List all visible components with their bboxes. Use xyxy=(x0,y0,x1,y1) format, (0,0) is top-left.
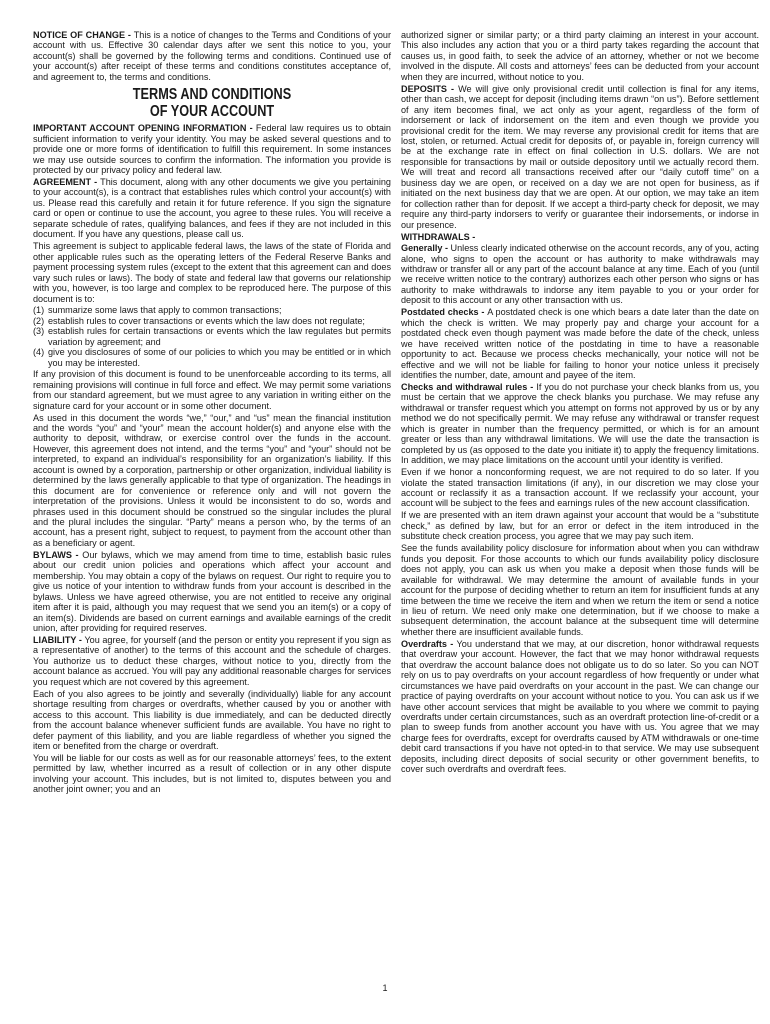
checks-paragraph xyxy=(401,382,759,466)
list-item-number: (1) xyxy=(33,305,45,316)
deposits-paragraph xyxy=(401,84,759,230)
notice-heading: NOTICE OF CHANGE - xyxy=(33,30,134,40)
right-column xyxy=(401,30,759,776)
important-heading: IMPORTANT ACCOUNT OPENING INFORMATION - xyxy=(33,123,256,134)
list-item xyxy=(33,305,391,315)
checks-text: If you do not purchase your check blanks from us, you must be certain that we approve the check blanks you purchase. We may refuse any withdrawal or transfer request which you attempt on forms not approved by us or by any method we do not specifically permit. We may refuse any withdrawal or transfer request which is greater in number than the frequency permitted, or which is for an amount greater or less than any withdrawal limitations. We will use the date the transaction is completed by us (as opposed to the date you initiate it) to apply the frequency limitations. In addition, we may place limitations on the account until your identity is verified. xyxy=(401,381,759,466)
title-line-1: TERMS AND CONDITIONS xyxy=(132,86,292,104)
nonconforming-paragraph: Even if we honor a nonconforming request, we are not required to do so later. If you violate the stated transaction limitations (if any), in our discretion we may close your account or reclassify it as a transaction account. If we reclassify your account, your account will be subject to the fees and earnings rules of the new account classification. xyxy=(401,467,759,509)
list-item-number: (3) xyxy=(33,326,45,337)
generally-heading: Generally - xyxy=(401,243,451,254)
deposits-heading: DEPOSITS - xyxy=(401,83,459,94)
liability-heading: LIABILITY - xyxy=(33,635,85,646)
liability-text: You agree, for yourself (and the person or entity you represent if you sign as a representative of another) to the terms of this account and the schedule of charges. You authorize us to deduct these charges, without notice to you, directly from the account balance as accrued. You will pay any additional reasonable charges for services you request which are not covered by this agreement. xyxy=(33,635,391,687)
availability-paragraph: See the funds availability policy disclosure for information about when you can withdraw funds you deposit. For those accounts to which our funds availability policy disclosure does not apply, you can ask us when you make a deposit when those funds will be available for withdrawal. We may determine the amount of available funds in your account for the purpose of deciding whether to return an item for insufficient funds at any time between the time we receive the item and when we return the item or send a notice in lieu of return. We need only make one determination, but if we choose to make a subsequent determination, the account balance at the subsequent time will determine whether there are insufficient available funds. xyxy=(401,543,759,637)
notice-paragraph xyxy=(33,30,391,82)
list-item xyxy=(33,316,391,326)
important-paragraph xyxy=(33,123,391,175)
usage-paragraph: As used in this document the words “we,” “our,” and “us” mean the financial institution and the words “you” and “your” mean the account holder(s) and anyone else with the authority to deposit, withdraw, or exercise control over the funds in the account. However, this agreement does not intend, and the terms “you” and “your” should not be interpreted, to expand an individual’s responsibility for an organization’s liability. If this account is owned by a corporation, partnership or other organization, individual liability is determined by the laws generally applicable to that type of organization. The headings in this document are for convenience or reference only and will not govern the interpretation of the provisions. Unless it would be inconsistent to do so, words and phrases used in this document should be construed so the singular includes the plural and the plural includes the singular. “Party” means a person who, by the terms of an account, has a present right, subject to request, to payment from the account other than as a beneficiary or agent. xyxy=(33,412,391,548)
liability-paragraph-2: Each of you also agrees to be jointly and severally (individually) liable for any account shortage resulting from charges or overdrafts, whether caused by you or another with access to this account. This liability is due immediately, and can be deducted directly from the account balance whenever sufficient funds are available. You have no right to defer payment of this liability, and you are liable regardless of whether you signed the item or benefited from the charge or overdraft. xyxy=(33,688,391,752)
generally-paragraph xyxy=(401,243,759,306)
list-item-text: establish rules to cover transactions or events which the law does not regulate; xyxy=(48,315,365,326)
checks-heading: Checks and withdrawal rules - xyxy=(401,381,537,392)
bylaws-heading: BYLAWS - xyxy=(33,549,83,560)
continuation-paragraph: authorized signer or similar party; or a third party claiming an interest in your account. This also includes any action that you or a third party takes regarding the account that causes us, in good faith, to seek the advice of an attorney, whether or not we become involved in the dispute. All costs and attorneys’ fees can be deducted from your account when they are incurred, without notice to you. xyxy=(401,30,759,82)
bylaws-text: Our bylaws, which we may amend from time to time, establish basic rules about our credit union policies and operations which affect your account and membership. You may obtain a copy of the bylaws on request. Our right to require you to give us notice of your intention to withdraw funds from your account is described in the bylaws. Unless we have agreed otherwise, you are not entitled to receive any original item after it is paid, although you may request that we send you an item(s) or a copy of an item(s). Dividends are based on current earnings and available earnings of the credit union, after providing for required reserves. xyxy=(33,549,391,634)
notice-text: This is a notice of changes to the Terms and Conditions of your account with us. Effective 30 calendar days after we sent this notice to you, your account(s) shall be governed by the following terms and conditions. Continued use of your account(s) after receipt of these terms and conditions constitutes acceptance of, and agreement to, the terms and conditions. xyxy=(33,30,391,82)
overdrafts-text: You understand that we may, at our discretion, honor withdrawal requests that overdraw your account. However, the fact that we may honor withdrawal requests that overdraw the account balance does not obligate us to do so later. So you can NOT rely on us to pay overdrafts on your account regardless of how frequently or under what circumstances we have paid overdrafts on your account in the past. We can change our practice of paying overdrafts on your account without notice to you. You can ask us if we have other account services that might be available to you where we commit to paying overdrafts under certain circumstances, such as an overdraft protection line-of-credit or a plan to sweep funds from another account you have with us. You agree that we may charge fees for overdrafts, except for overdrafts caused by ATM withdrawals or one-time debit card transactions if you have not opted-in to that service. We may use subsequent deposits, including direct deposits of social security or other government benefits, to cover such overdrafts and overdraft fees. xyxy=(401,638,759,775)
generally-text: Unless clearly indicated otherwise on the account records, any of you, acting alone, who signs to open the account or has authority to make withdrawals may withdraw or transfer all or any part of the account balance at any time. Each of you (until we receive written notice to the contrary) authorizes each other person who signs or has authority to make withdrawals to indorse any item payable to you or your order for deposit to this account or any other transaction with us. xyxy=(401,243,759,306)
document-title xyxy=(65,86,359,120)
list-item-text: establish rules for certain transactions or events which the law regulates but permits variation by agreement; and xyxy=(48,326,391,347)
title-line-2: OF YOUR ACCOUNT xyxy=(149,103,275,121)
list-item xyxy=(33,326,391,347)
list-item-number: (2) xyxy=(33,315,45,326)
liability-paragraph-3: You will be liable for our costs as well as for our reasonable attorneys’ fees, to the extent permitted by law, whether incurred as a result of collection or in any other dispute involving your account. This includes, but is not limited to, disputes between you and another joint owner; you and an xyxy=(33,753,391,795)
substitute-check-paragraph: If we are presented with an item drawn against your account that would be a “substitute check,” as defined by law, but for an error or defect in the item introduced in the substitute check creation process, you agree that we may pay such item. xyxy=(401,510,759,542)
important-text: Federal law requires us to obtain sufficient information to verify your identity. You may be asked several questions and to provide one or more forms of identification to fulfill this requirement. In some instances we may use outside sources to confirm the information. The information you provide is protected by our privacy policy and federal law. xyxy=(33,123,391,176)
agreement-text: This document, along with any other documents we give you pertaining to your account(s), is a contract that establishes rules which control your account(s) with us. Please read this carefully and retain it for future reference. If you sign the signature card or open or continue to use the account, you agree to these rules. You will receive a separate schedule of rates, qualifying balances, and fees if they are not included in this document. If you have any questions, please call us. xyxy=(33,177,391,240)
liability-paragraph xyxy=(33,635,391,687)
list-item-text: summarize some laws that apply to common transactions; xyxy=(48,305,282,316)
overdrafts-paragraph xyxy=(401,639,759,775)
postdated-text: A postdated check is one which bears a date later than the date on which the check is written. We may properly pay and charge your account for a postdated check even though payment was made before the date of the check, unless we have received written notice of the postdating in time to have a reasonable opportunity to act. Because we process checks mechanically, your notice will not be effective and we will not be liable for failing to honor your notice unless it precisely identifies the number, date, amount and payee of the item. xyxy=(401,307,759,380)
bylaws-paragraph xyxy=(33,550,391,634)
agreement-paragraph-2: This agreement is subject to applicable federal laws, the laws of the state of Florida and other applicable rules such as the operating letters of the Federal Reserve Banks and payment processing system rules (except to the extent that this agreement can and does vary such rules or laws). The body of state and federal law that governs our relationship with you, however, is too large and complex to be reproduced here. The purpose of this document is to: xyxy=(33,241,391,304)
list-item-number: (4) xyxy=(33,347,45,358)
list-item xyxy=(33,347,391,368)
page-number: 1 xyxy=(382,983,388,993)
agreement-paragraph xyxy=(33,177,391,240)
deposits-text: We will give only provisional credit until collection is final for any items, other than cash, we accept for deposit (including items drawn “on us”). Before settlement of any item becomes final, we act only as your agent, regardless of the form of indorsement or lack of indorsement on the item and even though we provide you provisional credit for the item. We may reverse any provisional credit for items that are lost, stolen, or returned. Actual credit for deposits of, or payable in, foreign currency will be at the exchange rate in effect on final collection in U.S. dollars. We are not responsible for transactions by mail or outside depository until we actually record them. We will treat and record all transactions received after our “daily cutoff time” on a business day we are open, or received on a day we are not open for business, as if initiated on the next business day that we are open. At our option, we may take an item for collection rather than for deposit. If we accept a third-party check for deposit, we may require any third-party indorsers to verify or guarantee their indorsements, or indorse in our presence. xyxy=(401,83,759,230)
postdated-paragraph xyxy=(401,307,759,380)
purpose-list xyxy=(33,305,391,368)
list-item-text: give you disclosures of some of our policies to which you may be entitled or in which you may be interested. xyxy=(48,347,391,368)
withdrawals-heading: WITHDRAWALS - xyxy=(401,231,476,242)
postdated-heading: Postdated checks - xyxy=(401,307,488,318)
left-column xyxy=(33,30,391,796)
overdrafts-heading: Overdrafts - xyxy=(401,638,457,649)
provision-paragraph: If any provision of this document is found to be unenforceable according to its terms, all remaining provisions will continue in full force and effect. We may permit some variations from our standard agreement, but we must agree to any variation in writing either on the signature card for your account or in some other document. xyxy=(33,369,391,411)
agreement-heading: AGREEMENT - xyxy=(33,177,101,188)
